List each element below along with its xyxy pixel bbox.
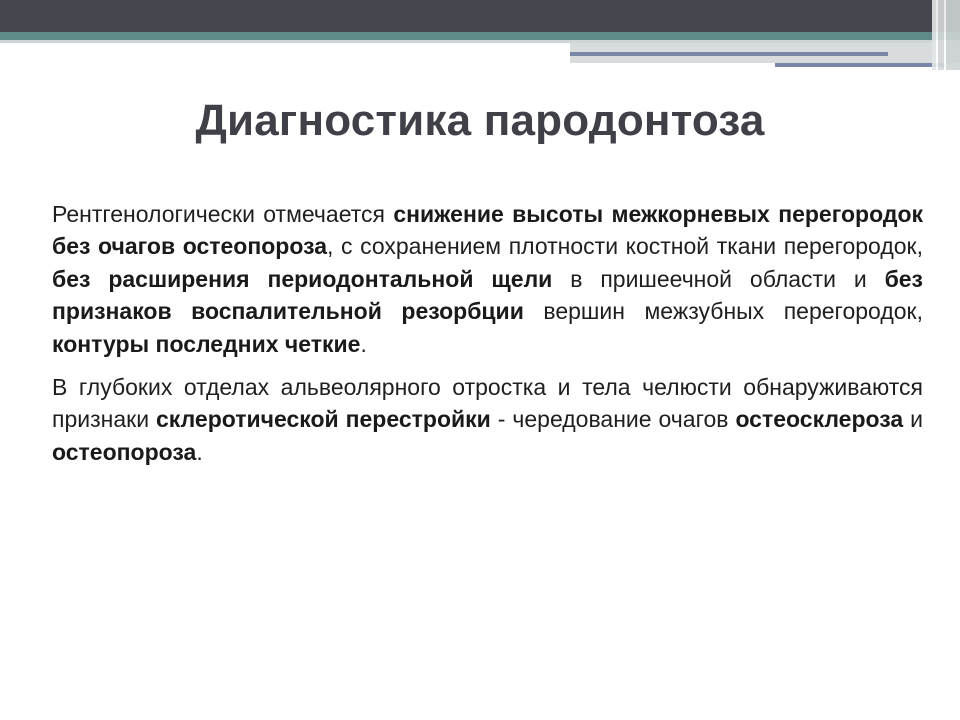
p1-bold-2: без расширения периодонтальной щели [52, 265, 553, 292]
p1-text-2: , с сохранением плотности костной ткани перегородок, [327, 233, 923, 260]
p2-text-3: и [903, 406, 923, 433]
header-dark-bar [0, 0, 960, 32]
p2-text-4: . [196, 438, 203, 465]
p2-text-2: - чередование очагов [490, 406, 736, 433]
slide-title: Диагностика пародонтоза [195, 96, 765, 145]
header-corner-stripes [932, 0, 960, 70]
slide-body [52, 198, 923, 479]
paragraph-deep-sections [52, 371, 923, 468]
p1-text-1: Рентгенологически отмечается [52, 201, 394, 227]
header-right-blue-line [570, 52, 888, 56]
p1-bold-1: снижение высоты межкорневых перегородок без очагов остеопороза [52, 201, 924, 260]
p1-text-4: вершин межзубных перегородок, [523, 298, 923, 325]
header-teal-bar [0, 32, 960, 40]
p1-text-3: в пришеечной области и [552, 265, 885, 292]
p1-bold-3: без признаков воспалительной резорбции [52, 265, 923, 325]
p2-bold-2: остеосклероза [735, 406, 904, 433]
p2-text-1: В глубоких отделах альвеолярного отростка и тела челюсти обнаруживаются признаки [52, 374, 923, 433]
p2-bold-3: остеопороза [52, 438, 197, 465]
p1-bold-4: контуры последних четкие [52, 330, 361, 357]
p1-text-5: . [360, 330, 367, 357]
p2-bold-1: склеротической перестройки [156, 406, 491, 433]
header-right-blue-line-lower [775, 63, 945, 67]
paragraph-radiology [52, 198, 923, 360]
